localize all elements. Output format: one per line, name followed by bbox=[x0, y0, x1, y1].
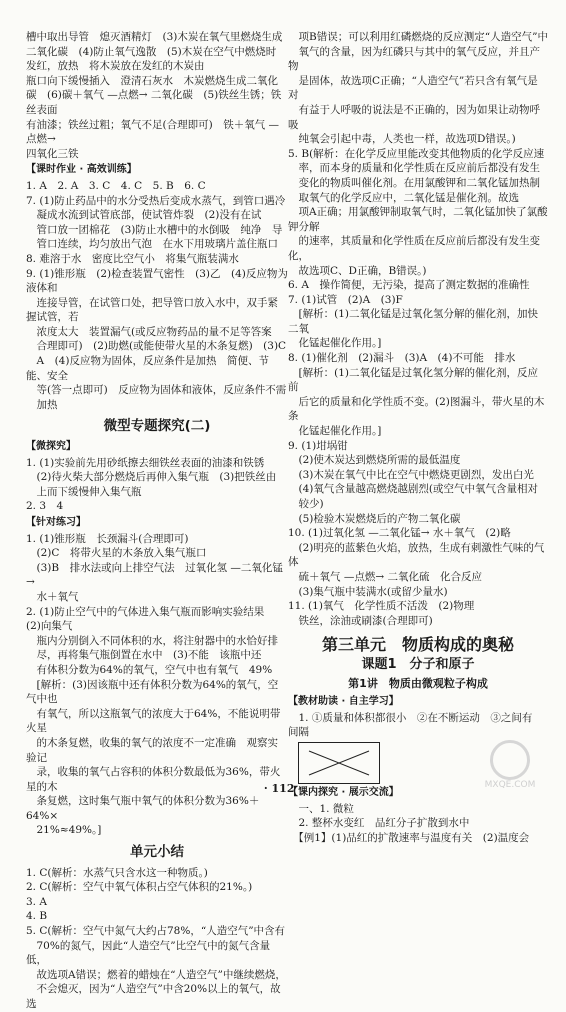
text-line: 后它的质量和化学性质不变。(2)图漏斗，带火星的木条 bbox=[288, 395, 545, 423]
text-line: 化锰起催化作用。] bbox=[288, 337, 382, 350]
text-line: 故选项C、D正确，B错误。) bbox=[288, 264, 427, 277]
text-line: 有益于人呼吸的说法是不正确的，因为如果让动物呼吸 bbox=[288, 103, 540, 131]
text-line: 铁丝，涂油或刷漆(合理即可) bbox=[288, 614, 433, 627]
text-line: 1. A 2. A 3. C 4. C 5. B 6. C bbox=[26, 179, 206, 192]
topic-heading: 单元小结 bbox=[130, 844, 184, 861]
text-line: 1. (1)实验前先用砂纸擦去细铁丝表面的油漆和铁锈 bbox=[26, 456, 265, 469]
text-line: 录，收集的氧气占容积的体积分数最低为36%，带火星的木 bbox=[26, 766, 281, 793]
text-line: 8. 难溶于水 密度比空气小 将集气瓶装满水 bbox=[26, 252, 239, 265]
text-line: 条复燃，这时集气瓶中氧气的体积分数为36%＋64%× bbox=[26, 795, 260, 822]
text-line: 【例1】(1)品红的扩散速率与温度有关 (2)温度会 bbox=[288, 831, 530, 844]
text-line: 槽中取出导管 熄灭酒精灯 (3)木炭在氧气里燃烧生成 bbox=[26, 31, 283, 43]
text-line: 项A正确；用氯酸钾制取氧气时，二氧化锰加快了氯酸钾分解 bbox=[288, 206, 548, 233]
text-line: (2)明亮的蓝紫色火焰，放热，生成有刺激性气味的气体 bbox=[288, 541, 545, 569]
text-line: 21%≈49%。] bbox=[26, 824, 102, 837]
text-line: 发红，放热 将木炭放在发红的木炭由 bbox=[26, 60, 205, 73]
text-line: 等(答一点即可) 反应物为固体和液体，反应条件不需 bbox=[26, 384, 287, 397]
section-heading: 【针对练习】 bbox=[26, 517, 86, 528]
section-heading: 【课内探究 · 展示交流】 bbox=[288, 786, 399, 798]
right-column bbox=[288, 30, 548, 845]
text-line: [解析：(3)因该瓶中还有体积分数为64%的氧气，空气中也 bbox=[26, 678, 279, 706]
text-line: 5. C(解析：空气中氮气大约占78%，“人造空气”中含有 bbox=[26, 925, 286, 938]
text-line: 瓶内分别倒入不同体积的水，将注射器中的水恰好排 bbox=[26, 634, 278, 647]
text-line: 70%的氮气，因此“人造空气”比空气中的氮气含量低， bbox=[26, 939, 271, 967]
text-line: (4)氧气含量越高燃烧越剧烈(或空气中氧气含量相对 bbox=[288, 483, 538, 496]
text-line: 碳 (6)碳＋氧气 —点燃→ 二氧化碳 (5)铁丝生锈；铁丝表面 bbox=[26, 89, 282, 116]
text-line: 较少) bbox=[288, 498, 324, 510]
text-line: (2)使木炭达到燃烧所需的最低温度 bbox=[288, 454, 461, 467]
text-line: 氧气的含量，因为红磷只与其中的氧气反应，并且产物 bbox=[288, 45, 540, 73]
text-line: 化锰起催化作用。] bbox=[288, 425, 382, 438]
text-line: 加热 bbox=[26, 398, 58, 411]
text-line: 6. A 操作简便，无污染，提高了测定数据的准确性 bbox=[288, 279, 530, 292]
text-line: 一、1. 微粒 bbox=[288, 802, 354, 815]
text-line: 二氧化碳 (4)防止氧气逸散 (5)木炭在空气中燃烧时 bbox=[26, 45, 277, 58]
text-line: 不会熄灭，因为“人造空气”中含20%以上的氧气，故选 bbox=[26, 983, 281, 1010]
text-line: 有氧气，所以这瓶氧气的浓度大于64%，不能说明带火星 bbox=[26, 707, 281, 735]
crossed-lines-icon bbox=[299, 743, 379, 783]
watermark-text: MXQE.COM bbox=[484, 780, 536, 790]
text-line: 是固体，故选项C正确；“人造空气”若只含有氧气是对 bbox=[288, 74, 538, 102]
text-line: 7. (1)防止药品中的水分受热后变成水蒸气，到管口遇冷 bbox=[26, 194, 286, 207]
text-line: 连接导管，在试管口处，把导管口放入水中，双手紧握试管，若 bbox=[26, 296, 278, 324]
text-line: 变化的物质叫催化剂。在用氯酸钾和二氧化锰加热制 bbox=[288, 176, 540, 189]
text-line: 9. (1)锥形瓶 (2)检查装置气密性 (3)乙 (4)反应物为液体和 bbox=[26, 267, 288, 295]
section-heading: 【课时作业 · 高效训练】 bbox=[26, 164, 137, 176]
text-line: (3)集气瓶中装满水(或留少量水) bbox=[288, 585, 448, 598]
topic-heading: 微型专题探究(二) bbox=[103, 418, 211, 435]
unit-title: 第三单元 物质构成的奥秘 bbox=[321, 635, 514, 655]
section-heading: 【微探究】 bbox=[26, 441, 76, 453]
text-line: 浓度太大 装置漏气(或反应物药品的量不足等答案 bbox=[26, 325, 272, 338]
text-line: 有油漆；铁丝过粗；氧气不足(合理即可) 铁＋氧气 —点燃→ bbox=[26, 118, 280, 146]
text-line: 四氧化三铁 bbox=[26, 147, 79, 160]
text-line: 8. (1)催化剂 (2)漏斗 (3)A (4)不可能 排水 bbox=[288, 352, 516, 365]
text-line: 2. 3 4 bbox=[26, 500, 64, 513]
watermark-logo bbox=[470, 740, 550, 792]
text-line: 水＋氧气 bbox=[26, 590, 79, 603]
text-line: (2)C 将带火星的木条放入集气瓶口 bbox=[26, 547, 207, 560]
text-line: (5)检验木炭燃烧后的产物二氧化碳 bbox=[288, 512, 461, 525]
text-line: 管口连续，均匀放出气泡 在水下用玻璃片盖住瓶口 bbox=[26, 238, 278, 251]
text-line: 上而下缓慢伸入集气瓶 bbox=[26, 485, 142, 498]
lesson-title: 课题1 分子和原子 bbox=[361, 656, 475, 672]
text-line: 5. B(解析：在化学反应里能改变其他物质的化学反应速 bbox=[288, 147, 545, 160]
text-line: 9. (1)坩埚钳 bbox=[288, 439, 348, 452]
text-line: 1. ①质量和体积都很小 ②在不断运动 ③之间有 bbox=[288, 711, 533, 724]
text-line: 4. B bbox=[26, 910, 48, 923]
lecture-title: 第1讲 物质由微观粒子构成 bbox=[348, 676, 488, 690]
text-line: 取氧气的化学反应中，二氧化锰是催化剂。故选 bbox=[288, 191, 519, 204]
section-heading: 【教材助读 · 自主学习】 bbox=[288, 696, 399, 708]
text-line: 的木条复燃，收集的氧气的浓度不一定准确 观察实验记 bbox=[26, 736, 278, 764]
text-line: 瓶口向下缓慢插入 澄清石灰水 木炭燃烧生成二氧化 bbox=[26, 74, 278, 87]
text-line: (3)木炭在氧气中比在空气中燃烧更剧烈，发出白光 bbox=[288, 468, 534, 481]
text-line: 尽，再将集气瓶倒置在水中 (3)不能 该瓶中还 bbox=[26, 649, 262, 662]
text-line: 凝成水流到试管底部，使试管炸裂 (2)没有在试 bbox=[26, 209, 262, 222]
text-line: 3. A bbox=[26, 895, 47, 908]
text-line: 合理即可) (2)助燃(或能使带火星的木条复燃) (3)C bbox=[26, 340, 287, 353]
text-line: 11. (1)氧气 化学性质不活泼 (2)物理 bbox=[288, 600, 475, 613]
text-line: A (4)反应物为固体，反应条件是加热 简便、节能、安全 bbox=[26, 355, 269, 382]
text-line: 率，而本身的质量和化学性质在反应前后都没有发生 bbox=[288, 162, 540, 175]
text-line: [解析：(1)二氧化锰是过氧化氢分解的催化剂，反应前 bbox=[288, 366, 538, 394]
text-line: (3)B 排水法或向上排空气法 过氧化氢 —二氧化锰→ bbox=[26, 561, 283, 589]
text-line: 管口放一团棉花 (3)防止水槽中的水倒吸 纯净 导 bbox=[26, 223, 283, 236]
page-number: · 112 · bbox=[263, 782, 303, 795]
text-line: 2. C(解析：空气中氧气体积占空气体积的21%。) bbox=[26, 881, 253, 894]
left-column bbox=[26, 30, 288, 1012]
text-line: 1. (1)锥形瓶 长颈漏斗(合理即可) bbox=[26, 532, 189, 545]
text-line: 1. C(解析：水蒸气只含水这一种物质。) bbox=[26, 866, 208, 879]
text-line: 10. (1)过氧化氢 —二氧化锰→ 水＋氧气 (2)略 bbox=[288, 527, 511, 540]
text-line: 的速率，其质量和化学性质在反应前后都没有发生变化， bbox=[288, 235, 540, 262]
text-line: [解析：(1)二氧化锰是过氧化氢分解的催化剂，加快二氧 bbox=[288, 308, 538, 335]
text-line: 2. (1)防止空气中的气体进入集气瓶而影响实验结果 (2)向集气 bbox=[26, 605, 275, 633]
text-line: 7. (1)试管 (2)A (3)F bbox=[288, 293, 403, 306]
text-line: 项B错误；可以利用红磷燃烧的反应测定“人造空气”中 bbox=[288, 31, 548, 43]
text-line: 故选项A错误；燃着的蜡烛在“人造空气”中继续燃烧， bbox=[26, 968, 286, 981]
watermark-circle-icon bbox=[490, 740, 530, 780]
text-line: 有体积分数为64%的氧气，空气中也有氧气 49% bbox=[26, 663, 273, 676]
text-line: 间隔 bbox=[288, 726, 309, 739]
particle-gap-diagram bbox=[298, 742, 380, 784]
text-line: 2. 整杯水变红 品红分子扩散到水中 bbox=[288, 817, 470, 830]
text-line: 纯氧会引起中毒，人类也一样，故选项D错误。) bbox=[288, 133, 516, 146]
text-line: 硫＋氧气 —点燃→ 二氧化硫 化合反应 bbox=[288, 570, 482, 583]
text-line: (2)待火柴大部分燃烧后再伸入集气瓶 (3)把铁丝由 bbox=[26, 471, 277, 484]
